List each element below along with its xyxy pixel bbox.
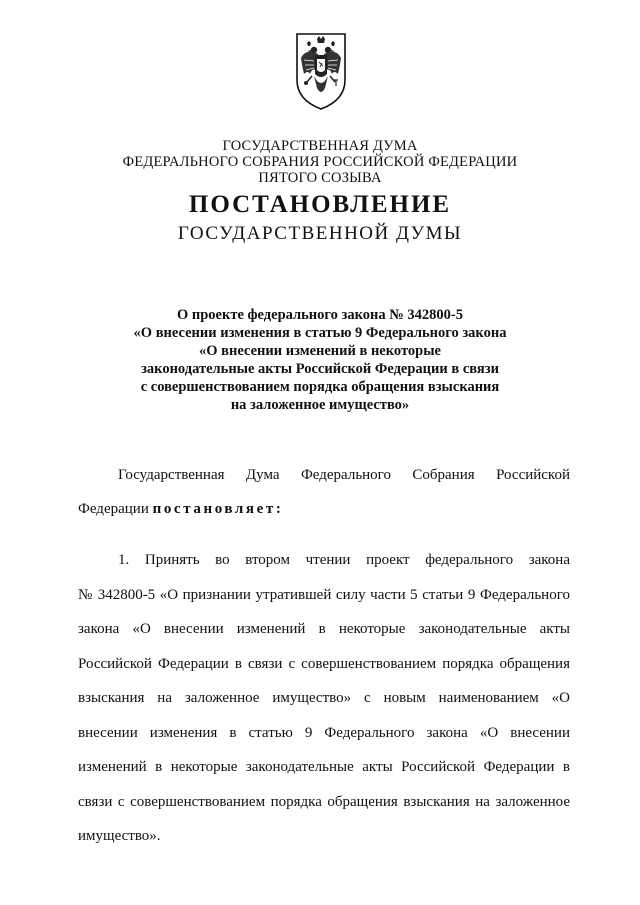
subject-line: «О внесении изменения в статью 9 Федерального закона: [133, 325, 507, 341]
subject-line: законодательные акты Российской Федерации в связи: [141, 361, 499, 377]
subject-line: О проекте федерального закона № 342800-5: [176, 307, 464, 323]
subject-line: с совершенствованием порядка обращения взыскания: [140, 379, 500, 395]
item-line: связи с совершенствованием порядка обращения взыскания на заложенное: [78, 793, 570, 810]
subject-line: на заложенное имущество»: [230, 397, 410, 413]
item-1-paragraph: [78, 543, 570, 854]
org-line-2: ФЕДЕРАЛЬНОГО СОБРАНИЯ РОССИЙСКОЙ ФЕДЕРАЦИИ: [122, 154, 518, 170]
russian-coat-of-arms-icon: [294, 30, 348, 112]
subject-line: «О внесении изменений в некоторые: [199, 343, 441, 359]
resolution-subject: [100, 306, 540, 414]
item-line: изменений в некоторые законодательные акты Российской Федерации в: [78, 759, 570, 775]
org-line-3: ПЯТОГО СОЗЫВА: [258, 170, 382, 186]
preamble-paragraph: [78, 458, 570, 526]
state-emblem: [294, 30, 348, 112]
document-subtitle: ГОСУДАРСТВЕННОЙ ДУМЫ: [177, 223, 463, 244]
document-title: ПОСТАНОВЛЕНИЕ: [188, 191, 452, 218]
item-line: № 342800-5 «О признании утратившей силу части 5 статьи 9 Федерального: [78, 586, 570, 603]
item-line: 1. Принять во втором чтении проект федерального закона: [118, 552, 570, 568]
item-line: Российской Федерации в связи с совершенствованием порядка обращения: [78, 655, 570, 672]
item-line: имущество».: [78, 828, 161, 844]
item-line: закона «О внесении изменений в некоторые законодательные акты: [78, 621, 570, 637]
org-line-1: ГОСУДАРСТВЕННАЯ ДУМА: [222, 138, 418, 154]
preamble-line: Государственная Дума Федерального Собрания Российской: [118, 467, 570, 483]
preamble-line-start: Федерации: [78, 501, 153, 517]
item-line: взыскания на заложенное имущество» с новым наименованием «О: [78, 690, 570, 706]
preamble-line: [78, 492, 570, 526]
organization-name: [0, 138, 640, 186]
resolves-word: постановляет:: [152, 501, 284, 517]
item-line: внесении изменения в статью 9 Федерального закона «О внесении: [78, 724, 570, 741]
